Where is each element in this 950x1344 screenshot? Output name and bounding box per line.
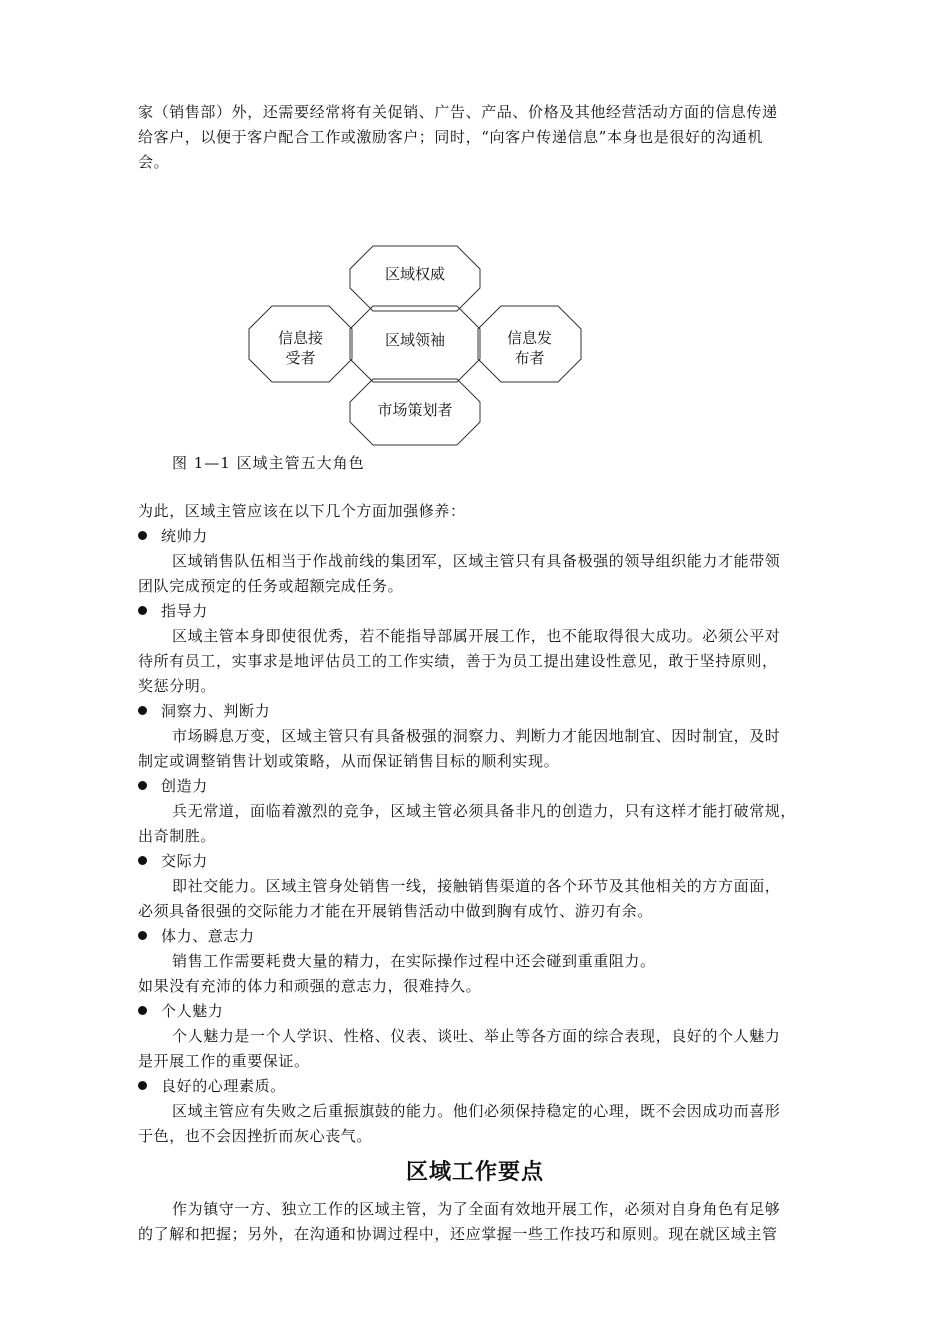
section-item <box>138 999 223 1024</box>
section-title: 洞察力、判断力 <box>161 702 271 720</box>
intro-line-3: 会。 <box>138 153 170 171</box>
role-right-label <box>478 328 581 368</box>
figure-caption: 图 1—1 区域主管五大角色 <box>172 454 365 472</box>
section-text-line: 制定或调整销售计划或策略，从而保证销售目标的顺利实现。 <box>138 752 560 770</box>
section-text-line: 必须具备很强的交际能力才能在开展销售活动中做到胸有成竹、游刃有余。 <box>138 902 653 920</box>
bullet-icon <box>138 531 147 540</box>
section-title: 指导力 <box>161 602 208 620</box>
bullet-icon <box>138 706 147 715</box>
section-title: 交际力 <box>161 852 208 870</box>
section-text-line: 销售工作需要耗费大量的精力，在实际操作过程中还会碰到重重阻力。 <box>172 952 656 970</box>
section-title: 创造力 <box>161 777 208 795</box>
role-right-line-2: 布者 <box>514 349 545 367</box>
section-item <box>138 924 255 949</box>
section-text-line: 于色，也不会因挫折而灰心丧气。 <box>138 1127 373 1145</box>
section-item <box>138 599 208 624</box>
section-text-line: 市场瞬息万变，区域主管只有具备极强的洞察力、判断力才能因地制宜、因时制宜，及时 <box>172 727 781 745</box>
section-item <box>138 849 208 874</box>
role-bottom-label: 市场策划者 <box>377 401 453 419</box>
closing-line-1: 作为镇守一方、独立工作的区域主管，为了全面有效地开展工作，必须对自身角色有足够 <box>172 1200 781 1218</box>
role-left-label <box>249 328 352 368</box>
bullet-icon <box>138 606 147 615</box>
five-roles-diagram <box>248 244 583 449</box>
closing-line-2: 的了解和把握；另外，在沟通和协调过程中，还应掌握一些工作技巧和原则。现在就区域主管 <box>138 1225 778 1243</box>
section-text-line: 出奇制胜。 <box>138 827 217 845</box>
role-left-line-1: 信息接 <box>277 329 323 347</box>
lead-line: 为此，区域主管应该在以下几个方面加强修养： <box>138 502 466 520</box>
section-heading: 区域工作要点 <box>405 1160 544 1185</box>
section-item <box>138 1074 286 1099</box>
section-text-line: 团队完成预定的任务或超额完成任务。 <box>138 577 404 595</box>
bullet-icon <box>138 781 147 790</box>
section-text-line: 区域主管本身即使很优秀，若不能指导部属开展工作，也不能取得很大成功。必须公平对 <box>172 627 781 645</box>
bullet-icon <box>138 1081 147 1090</box>
section-text-line: 即社交能力。区域主管身处销售一线，接触销售渠道的各个环节及其他相关的方方面面， <box>172 877 781 895</box>
section-text-line: 是开展工作的重要保证。 <box>138 1052 310 1070</box>
bullet-icon <box>138 931 147 940</box>
section-text-line: 奖惩分明。 <box>138 677 217 695</box>
section-item <box>138 524 208 549</box>
section-text-line: 待所有员工，实事求是地评估员工的工作实绩，善于为员工提出建设性意见，敢于坚持原则， <box>138 652 778 670</box>
section-text-line: 个人魅力是一个人学识、性格、仪表、谈吐、举止等各方面的综合表现，良好的个人魅力 <box>172 1027 781 1045</box>
section-title: 体力、意志力 <box>161 927 255 945</box>
section-title: 良好的心理素质。 <box>161 1077 286 1095</box>
section-item <box>138 774 208 799</box>
intro-line-1: 家（销售部）外，还需要经常将有关促销、广告、产品、价格及其他经营活动方面的信息传递 <box>138 103 778 121</box>
section-title: 个人魅力 <box>161 1002 224 1020</box>
section-item <box>138 699 270 724</box>
section-text-line: 区域主管应有失败之后重振旗鼓的能力。他们必须保持稳定的心理，既不会因成功而喜形 <box>172 1102 781 1120</box>
bullet-icon <box>138 856 147 865</box>
role-center-label: 区域领袖 <box>384 331 445 349</box>
intro-line-2: 给客户，以便于客户配合工作或激励客户；同时，“向客户传递信息”本身也是很好的沟通机 <box>138 128 763 146</box>
role-left-line-2: 受者 <box>285 349 316 367</box>
bullet-icon <box>138 1006 147 1015</box>
section-title: 统帅力 <box>161 527 208 545</box>
role-top-label: 区域权威 <box>384 265 445 283</box>
role-right-line-1: 信息发 <box>506 329 552 347</box>
section-text-line: 兵无常道，面临着激烈的竞争，区域主管必须具备非凡的创造力，只有这样才能打破常规， <box>172 802 797 820</box>
section-text-line: 区域销售队伍相当于作战前线的集团军，区域主管只有具备极强的领导组织能力才能带领 <box>172 552 781 570</box>
section-text-line: 如果没有充沛的体力和顽强的意志力，很难持久。 <box>138 977 482 995</box>
